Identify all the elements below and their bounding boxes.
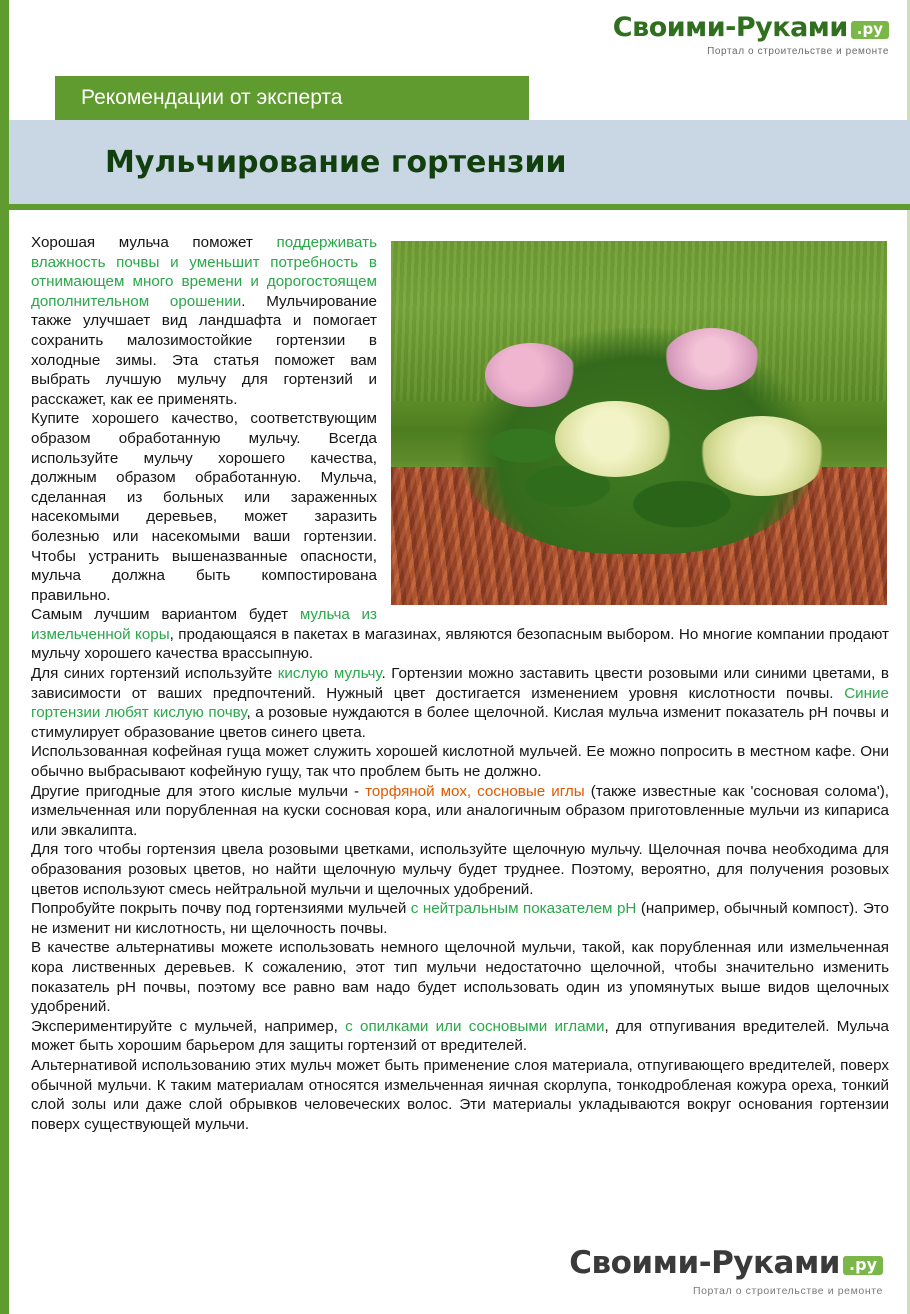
p8-text-a: Попробуйте покрыть почву под гортензиями мульчей: [31, 900, 411, 918]
p8-highlight: с нейтральным показателем pH: [410, 900, 637, 918]
p1-highlight: поддерживать влажность почвы и уменьшит потребность в отнимающем много времени и дорогостоящем дополнительном орошении: [31, 234, 377, 310]
brand-tagline-top: Портал о строительстве и ремонте: [707, 46, 889, 57]
brand-name-text: Своими-Руками: [612, 12, 848, 43]
hydrangea-photo: [389, 239, 889, 607]
p4-highlight-2: Синие гортензии любят кислую почву: [31, 684, 889, 722]
paragraph-6: [31, 782, 889, 841]
brand-name-text-bottom: Своими-Руками: [569, 1244, 841, 1281]
p1-text-a: Хорошая мульча поможет: [31, 234, 277, 251]
brand-tld-badge: .ру: [851, 21, 889, 39]
p6-text-a: Другие пригодные для этого кислые мульчи -: [31, 782, 366, 800]
site-logo-bottom[interactable]: [569, 1244, 883, 1297]
p10-text-b: , для отпугивания вредителей. Мульча может быть хорошим барьером для защиты гортензий от вредителей.: [31, 1017, 889, 1055]
brand-tagline-bottom: Портал о строительстве и ремонте: [692, 1284, 883, 1297]
p8-text-b: (например, обычный компост). Это не изменит ни кислотность, ни щелочность почвы.: [31, 900, 889, 937]
paragraph-11: Альтернативой использованию этих мульч может быть применение слоя материала, отпугивающего вредителей, поверх обычной мульчи. К таким материалам относятся измельченная яичная скорлупа, тонкодробленая кожура ореха, тонкий слой золы или даже слой обрывков человеческих волос. Эти материалы укладываются вокруг основания гортензии поверх существующей мульчи.: [31, 1056, 889, 1133]
paragraph-4: [31, 664, 889, 742]
p10-highlight: с опилками или сосновыми иглами: [345, 1017, 605, 1035]
paragraph-2: Купите хорошего качество, соответствующим образом обработанную мульчу. Всегда используйте мульчу хорошего качества, должным образом обработанную. Мульча, сделанная из больных или зараженных насекомыми деревьев, может заразить болезнью или насекомыми ваши гортензии. Чтобы устранить вышеназванные опасности, мульча должна быть компостирована правильно.: [31, 410, 377, 604]
p4-highlight-1: кислую мульчу: [277, 665, 382, 683]
paragraph-3: [31, 605, 889, 664]
expert-recommendation-label: Рекомендации от эксперта: [81, 86, 343, 109]
p3-text-a: Самым лучшим вариантом будет: [31, 606, 300, 624]
p3-highlight: мульча из измельченной коры: [31, 606, 377, 643]
site-logo-top[interactable]: [613, 14, 889, 57]
paragraph-5: Использованная кофейная гуща может служить хорошей кислотной мульчей. Ее можно попросить в местном кафе. Они обычно выбрасывают кофейную гущу, так что проблем быть не должно.: [31, 743, 889, 781]
page-title: Мульчирование гортензии: [105, 144, 567, 180]
brand-tld-badge-bottom: .ру: [843, 1256, 883, 1275]
p4-text-a: Для синих гортензий используйте: [31, 665, 278, 683]
title-band: [9, 120, 910, 204]
p3-text-b: , продающаяся в пакетах в магазинах, являются безопасным выбором. Но многие компании продают мульчу хорошего качества врассыпную.: [31, 625, 889, 663]
p6-highlight: торфяной мох, сосновые иглы: [365, 782, 585, 800]
paragraph-8: [31, 899, 889, 938]
p10-text-a: Экспериментируйте с мульчей, например,: [31, 1017, 346, 1035]
expert-recommendation-banner: [55, 76, 529, 120]
p4-text-c: , а розовые нуждаются в более щелочной. Кислая мульча изменит показатель pH почвы и стимулирует образование цветов синего цвета.: [31, 704, 889, 741]
p6-text-b: (также известные как 'сосновая солома'), измельченная или порубленная на куски сосновая кора, или аналогичным образом приготовленные мульчи из кипариса или эвкалипта.: [31, 782, 889, 839]
paragraph-10: [31, 1017, 889, 1056]
paragraph-7: Для того чтобы гортензия цвела розовыми цветками, используйте щелочную мульчу. Щелочная почва необходима для образования розовых цветов, но найти щелочную мульчу будет труднее. Поэтому, вероятно, для получения розовых цветов используют смесь нейтральной мульчи и щелочных удобрений.: [31, 841, 889, 898]
paragraph-9: В качестве альтернативы можете использовать немного щелочной мульчи, такой, как порубленная или измельченная кора лиственных деревьев. К сожалению, этот тип мульчи недостаточно щелочной, чтобы значительно изменить показатель pH почвы, поэтому все равно вам надо будет использовать один из упомянутых выше видов щелочных удобрений.: [31, 939, 889, 1016]
p4-text-b: . Гортензии можно заставить цвести розовыми или синими цветами, в зависимости от ваших предпочтений. Нужный цвет достигается изменением уровня кислотности почвы.: [31, 665, 889, 702]
title-divider: [9, 204, 910, 210]
p1-text-b: . Мульчирование также улучшает вид ландшафта и помогает сохранить малозимостойкие гортензии в холодные зимы. Эта статья поможет вам выбрать лучшую мульчу для гортензий и расскажет, как ее применять.: [31, 292, 377, 408]
article-body: [31, 233, 889, 1134]
